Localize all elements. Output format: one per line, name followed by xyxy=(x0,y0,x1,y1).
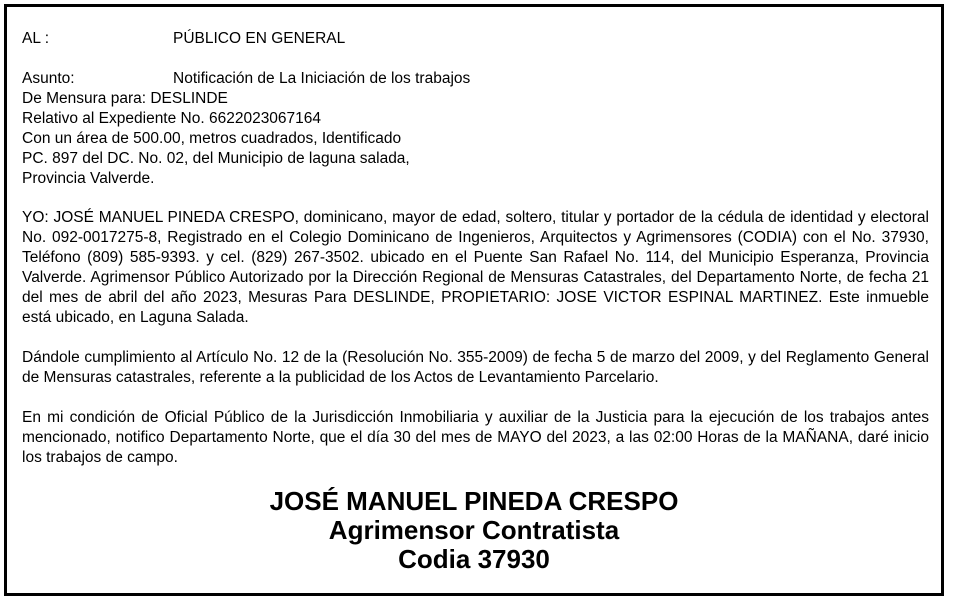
notification-paragraph: En mi condición de Oficial Público de la Jurisdicción Inmobiliaria y auxiliar de la Justicia para la ejecución de los trabajos antes mencionado, notifico Departamento Norte, que el día 30 del mes de MAYO del 2023, a las 02:00 Horas de la MAÑANA, daré inicio los trabajos de campo. xyxy=(22,409,929,466)
detail-line: PC. 897 del DC. No. 02, del Municipio de laguna salada, xyxy=(22,150,410,167)
signatory-name: JOSÉ MANUEL PINEDA CRESPO xyxy=(269,486,679,516)
recipient-value: PÚBLICO EN GENERAL xyxy=(173,30,346,47)
detail-line: Provincia Valverde. xyxy=(22,170,155,187)
survey-details xyxy=(22,89,929,189)
detail-line: Relativo al Expediente No. 6622023067164 xyxy=(22,110,322,127)
detail-line: Con un área de 500.00, metros cuadrados, Identificado xyxy=(22,130,402,147)
signatory-title: Agrimensor Contratista xyxy=(328,515,620,545)
public-notice xyxy=(4,4,944,596)
identity-paragraph: YO: JOSÉ MANUEL PINEDA CRESPO, dominicano, mayor de edad, soltero, titular y portador de la cédula de identidad y electoral No. 092-0017275-8, Registrado en el Colegio Dominicano de Ingenieros, Arquitectos y Agrimensores (CODIA) con el No. 37930, Teléfono (809) 585-9393. y cel. (829) 267-3502. ubicado en el Puente San Rafael No. 114, del Municipio Esperanza, Provincia Valverde. Agrimensor Público Autorizado por la Dirección Regional de Mensuras Catastrales, del Departamento Norte, de fecha 21 del mes de abril del año 2023, Mesuras Para DESLINDE, PROPIETARIO: JOSE VICTOR ESPINAL MARTINEZ. Este inmueble está ubicado, en Laguna Salada. xyxy=(22,209,929,326)
compliance-paragraph: Dándole cumplimiento al Artículo No. 12 de la (Resolución No. 355-2009) de fecha 5 de marzo del 2009, y del Reglamento General de Mensuras catastrales, referente a la publicidad de los Actos de Levantamiento Parcelario. xyxy=(22,349,929,386)
detail-line: De Mensura para: DESLINDE xyxy=(22,90,228,107)
recipient-label: AL : xyxy=(22,30,49,47)
subject-label: Asunto: xyxy=(22,70,75,87)
signatory-codia: Codia 37930 xyxy=(398,544,550,574)
subject-value: Notificación de La Iniciación de los trabajos xyxy=(173,70,471,87)
